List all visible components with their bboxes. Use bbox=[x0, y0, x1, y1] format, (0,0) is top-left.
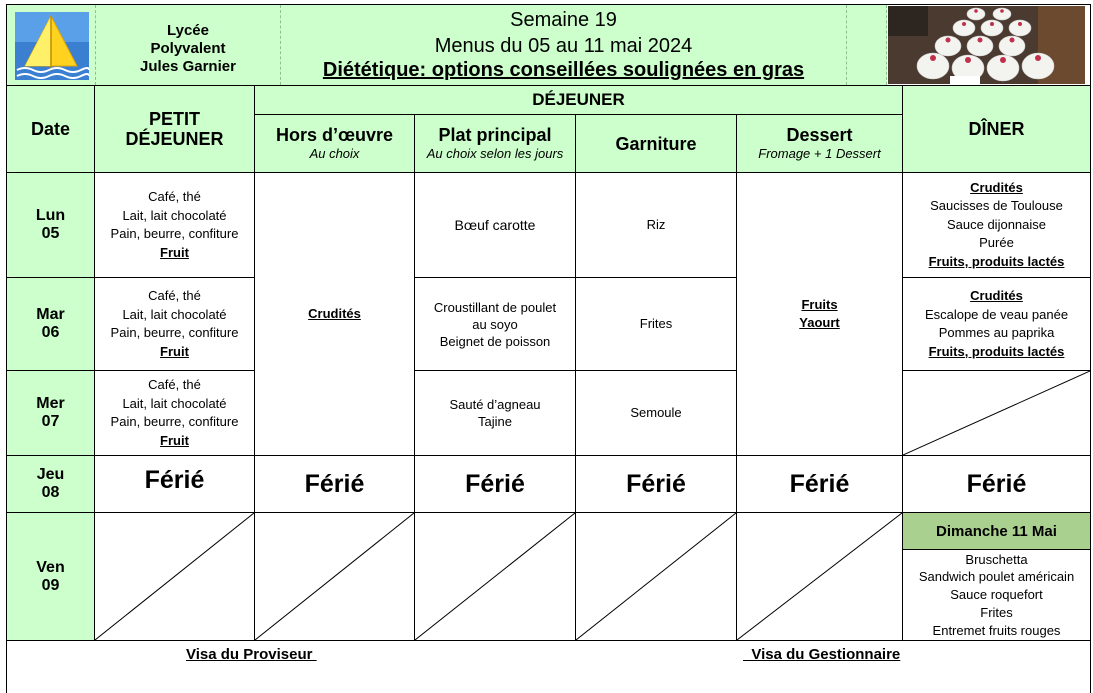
garniture-lun: Riz bbox=[575, 172, 737, 278]
ven-plat-empty bbox=[414, 512, 576, 641]
day-ven: Ven 09 bbox=[6, 512, 95, 641]
week-title: Semaine 19 bbox=[510, 9, 617, 31]
day-jeu: Jeu 08 bbox=[6, 455, 95, 513]
ven-dessert-empty bbox=[736, 512, 903, 641]
visa-proviseur: Visa du Proviseur bbox=[186, 646, 317, 663]
ferie-hors-doeuvre: Férié bbox=[254, 455, 415, 513]
diner-mer-empty bbox=[902, 370, 1091, 456]
sunday-menu: Bruschetta Sandwich poulet américain Sauce roquefort Frites Entremet fruits rouges bbox=[902, 549, 1091, 641]
diet-note: Diététique: options conseillées soulignées en gras bbox=[322, 59, 805, 81]
diagonal-strike bbox=[255, 513, 414, 640]
header-date: Date bbox=[6, 85, 95, 173]
header-dejeuner: DÉJEUNER bbox=[254, 85, 903, 115]
menu-dates: Menus du 05 au 11 mai 2024 bbox=[434, 35, 693, 57]
ferie-dessert: Férié bbox=[736, 455, 903, 513]
day-mar: Mar 06 bbox=[6, 277, 95, 371]
ven-hors-doeuvre-empty bbox=[254, 512, 415, 641]
ferie-diner: Férié bbox=[902, 455, 1091, 513]
diner-mar: Crudités Escalope de veau panée Pommes au paprika Fruits, produits lactés bbox=[902, 277, 1091, 371]
diagonal-strike bbox=[95, 513, 254, 640]
header-garniture: Garniture bbox=[575, 114, 737, 173]
header-hors-doeuvre: Hors d’œuvre Au choix bbox=[254, 114, 415, 173]
header-plat-principal: Plat principal Au choix selon les jours bbox=[414, 114, 576, 173]
plat-mar: Croustillant de poulet au soyo Beignet de poisson bbox=[414, 277, 576, 371]
diner-lun: Crudités Saucisses de Toulouse Sauce dijonnaise Purée Fruits, produits lactés bbox=[902, 172, 1091, 278]
visa-gestionnaire: Visa du Gestionnaire bbox=[743, 646, 901, 663]
header-diner: DÎNER bbox=[902, 85, 1091, 173]
sunday-title: Dimanche 11 Mai bbox=[902, 512, 1091, 550]
ven-garniture-empty bbox=[575, 512, 737, 641]
header-dessert: Dessert Fromage + 1 Dessert bbox=[736, 114, 903, 173]
hors-doeuvre-week: Crudités bbox=[254, 172, 415, 456]
ferie-garniture: Férié bbox=[575, 455, 737, 513]
plat-mer: Sauté d’agneau Tajine bbox=[414, 370, 576, 456]
garniture-mer: Semoule bbox=[575, 370, 737, 456]
dessert-week: Fruits Yaourt bbox=[736, 172, 903, 456]
diagonal-strike bbox=[737, 513, 902, 640]
diagonal-strike bbox=[576, 513, 736, 640]
day-lun: Lun 05 bbox=[6, 172, 95, 278]
school-name: Lycée Polyvalent Jules Garnier bbox=[140, 22, 236, 75]
garniture-mar: Frites bbox=[575, 277, 737, 371]
breakfast-mar: Café, thé Lait, lait chocolaté Pain, beurre, confiture Fruit bbox=[94, 277, 255, 371]
ven-petit-dejeuner-empty bbox=[94, 512, 255, 641]
day-mer: Mer 07 bbox=[6, 370, 95, 456]
breakfast-mer: Café, thé Lait, lait chocolaté Pain, beurre, confiture Fruit bbox=[94, 370, 255, 456]
diagonal-strike bbox=[903, 371, 1090, 455]
header-petit-dejeuner: PETIT DÉJEUNER bbox=[94, 85, 255, 173]
breakfast-lun: Café, thé Lait, lait chocolaté Pain, beurre, confiture Fruit bbox=[94, 172, 255, 278]
diagonal-strike bbox=[415, 513, 575, 640]
ferie-plat: Férié bbox=[414, 455, 576, 513]
plat-lun: Bœuf carotte bbox=[414, 172, 576, 278]
footer-signatures bbox=[6, 640, 1091, 693]
ferie-petit-dejeuner: Férié bbox=[94, 455, 255, 513]
